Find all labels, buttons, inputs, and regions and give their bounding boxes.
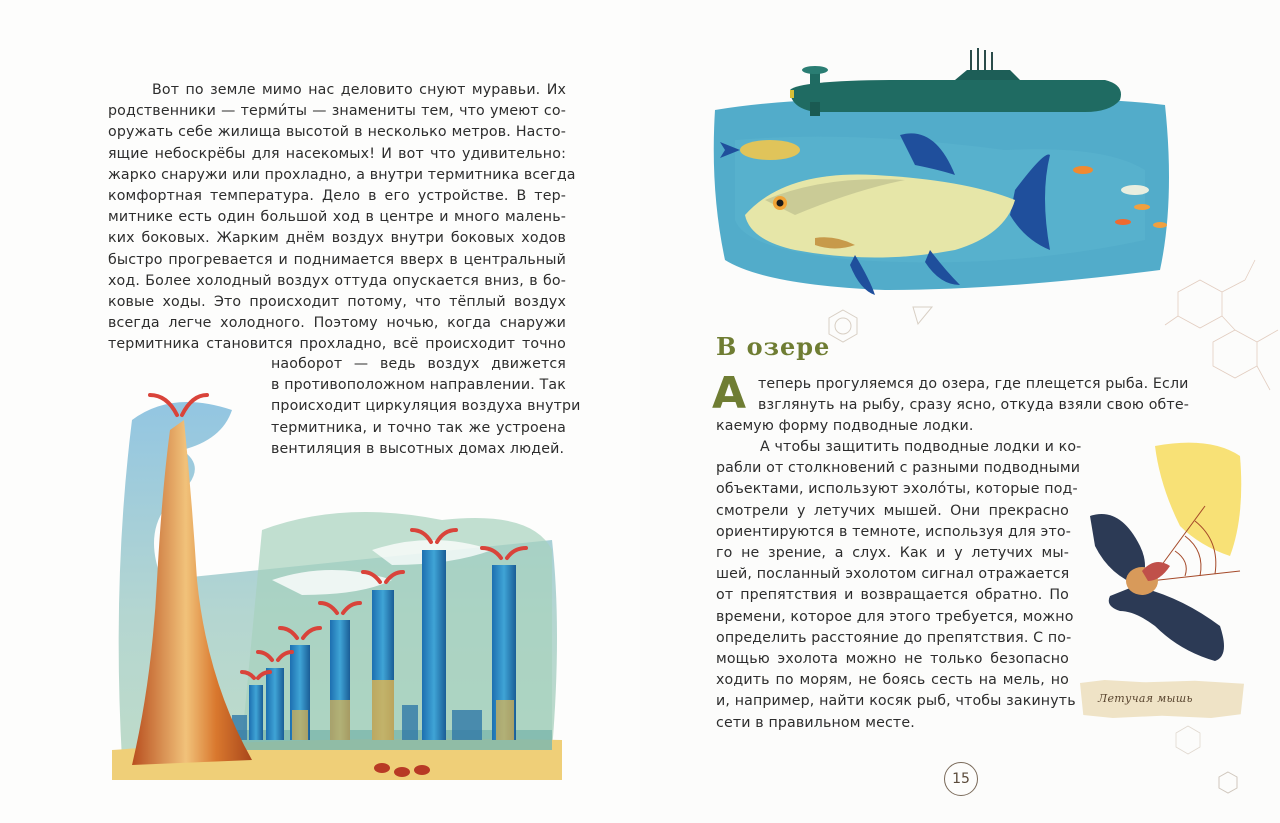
text-line: ких боковых. Жарким днём воздух внутри боковых ходов [108, 230, 566, 247]
text-line: термитника, и точно так же устроена [271, 419, 566, 436]
termite-mound-skyscrapers-illustration [112, 380, 562, 780]
text-line: времени, которое для этого требуется, можно [716, 608, 1074, 625]
triangle-molecule-icon [910, 302, 935, 327]
text-line: родственники — терми́ты — знамениты тем, что умеют со- [108, 103, 566, 120]
text-line: быстро прогревается и поднимается вверх в центральный [108, 251, 566, 268]
text-line: ковые ходы. Это происходит потому, что тёплый воздух [108, 294, 566, 311]
text-line: ходить по морям, не боясь сесть на мель, но [716, 672, 1069, 689]
text-line: термитника становится прохладно, всё происходит точно [108, 336, 566, 353]
text-line: смотрели у летучих мышей. Они прекрасно [716, 502, 1069, 519]
text-line: вентиляция в высотных домах людей. [271, 440, 565, 457]
lake-intro-paragraph-end [716, 416, 1176, 437]
text-line: происходит циркуляция воздуха внутри [271, 398, 581, 415]
text-line: объектами, используют эхоло́ты, которые под- [716, 481, 1078, 498]
bat-echolocation-illustration [1080, 436, 1245, 676]
text-line: мощью эхолота можно не только безопасно [716, 651, 1069, 668]
text-line: А чтобы защитить подводные лодки и ко- [760, 439, 1082, 455]
text-line: Вот по земле мимо нас деловито снуют муравьи. Их [152, 82, 566, 98]
text-line: взглянуть на рыбу, сразу ясно, откуда взяли свою обте- [758, 397, 1189, 414]
lake-intro-paragraph [758, 374, 1189, 416]
text-line: жарко снаружи или прохладно, а внутри термитника всегда [108, 166, 576, 183]
echo-sounder-paragraph [716, 437, 1082, 734]
text-line: ориентируются в темноте, используя для это- [716, 523, 1071, 540]
text-line: митнике есть один большой ход в центре и много малень- [108, 209, 566, 226]
drop-cap: А [712, 368, 747, 419]
text-line: комфортная температура. Дело в его устройстве. В тер- [108, 188, 566, 205]
text-line: ящие небоскрёбы для насекомых! И вот что удивительно: [108, 145, 566, 162]
text-line: теперь прогуляемся до озера, где плещется рыба. Если [758, 376, 1189, 392]
hexagon-molecule-icon [1216, 770, 1240, 796]
benzene-molecule-icon [1168, 722, 1208, 767]
page-number-label: 15 [952, 771, 970, 787]
text-line: шей, посланный эхолотом сигнал отражается [716, 566, 1070, 583]
text-line: каемую форму подводные лодки. [716, 418, 974, 434]
page-number [944, 762, 978, 796]
text-line: и, например, найти косяк рыб, чтобы закинуть [716, 693, 1076, 710]
text-line: го не зрение, а слух. Как и у летучих мы- [716, 545, 1069, 562]
text-line: в противоположном направлении. Так [271, 377, 566, 394]
submarine-fish-illustration [705, 40, 1175, 310]
text-line: от препятствия и возвращается обратно. По [716, 587, 1069, 604]
text-line: оружать себе жилища высотой в несколько метров. Насто- [108, 124, 566, 141]
text-line: наоборот — ведь воздух движется [271, 356, 566, 372]
text-line: рабли от столкновений с разными подводными [716, 460, 1081, 477]
termite-paragraph [108, 80, 576, 356]
text-line: определить расстояние до препятствия. С по- [716, 629, 1072, 646]
text-line: ход. Более холодный воздух оттуда опускается вниз, в бо- [108, 272, 566, 289]
text-line: сети в правильном месте. [716, 714, 915, 731]
bat-caption: Летучая мышь [1098, 692, 1193, 705]
submarine [790, 48, 1121, 116]
sound-wave-area [1155, 443, 1241, 556]
section-title: В озере [716, 332, 831, 361]
text-line: всегда легче холодного. Поэтому ночью, когда снаружи [108, 315, 566, 332]
